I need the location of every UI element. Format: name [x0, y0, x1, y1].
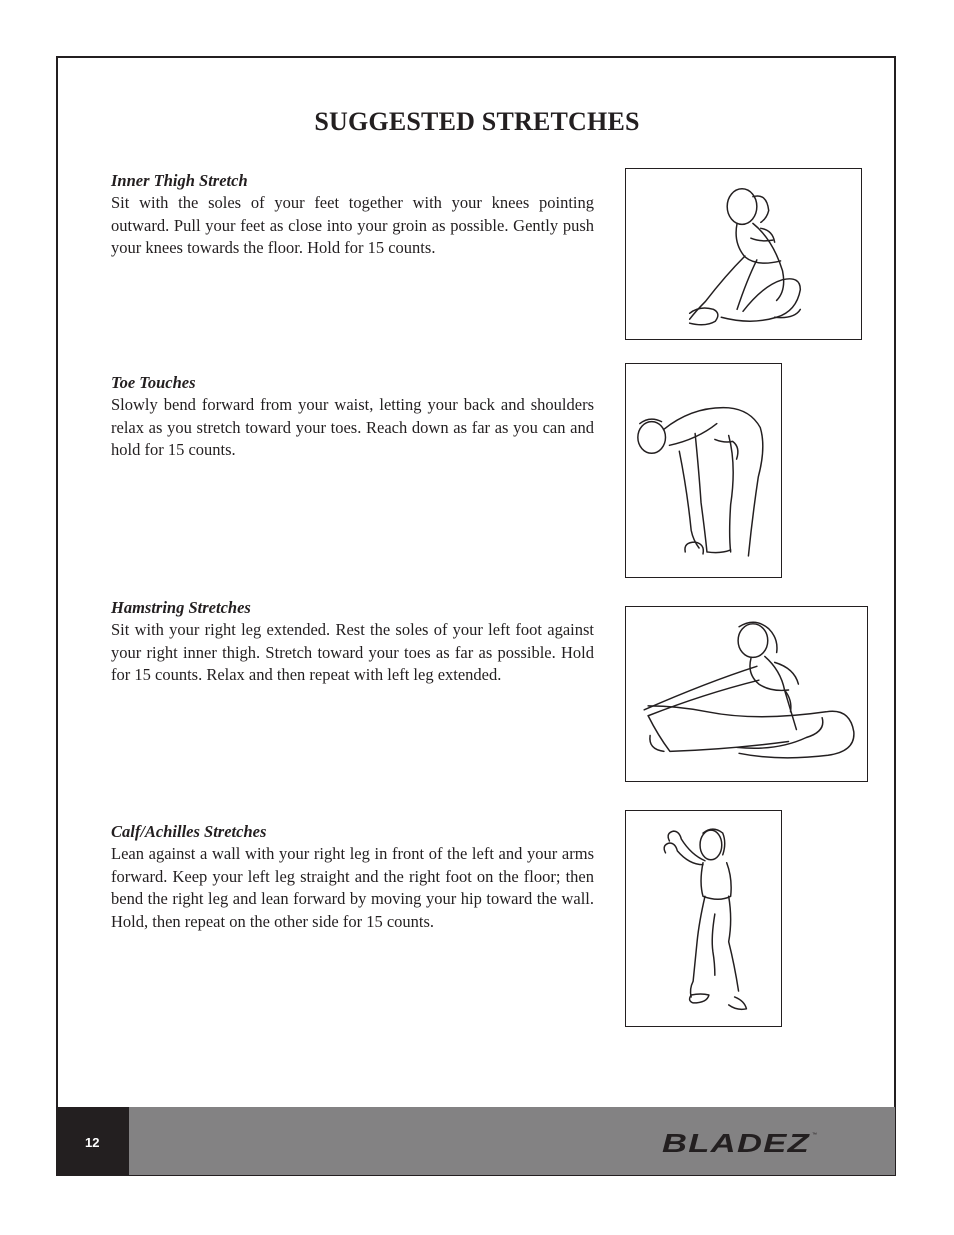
- wall-calf-stretch-illustration: [625, 810, 782, 1027]
- stretch-description: Sit with the soles of your feet together with your knees pointing outward. Pull your feet as close into your groin as possible. Gently push your knees towards the floor. Hold for 15 counts.: [111, 193, 594, 258]
- page-number: 12: [85, 1135, 100, 1150]
- stretch-heading: Toe Touches: [111, 373, 196, 392]
- stretch-heading: Inner Thigh Stretch: [111, 171, 248, 190]
- standing-toe-touch-illustration: [625, 363, 782, 578]
- stretch-section-inner-thigh: [111, 170, 594, 260]
- stretch-description: Lean against a wall with your right leg in front of the left and your arms forward. Keep your left leg straight and the right foot on the floor; then bend the right leg and lean forward by moving your hip toward the wall. Hold, then repeat on the other side for 15 counts.: [111, 844, 594, 931]
- seated-hamstring-stretch-illustration: [625, 606, 868, 782]
- stretch-section-calf-achilles: [111, 821, 594, 933]
- stretch-heading: Calf/Achilles Stretches: [111, 822, 267, 841]
- stretch-section-hamstring: [111, 597, 594, 687]
- stretch-heading: Hamstring Stretches: [111, 598, 251, 617]
- page-title: SUGGESTED STRETCHES: [314, 107, 640, 136]
- svg-text:™: ™: [812, 1132, 817, 1138]
- stretch-description: Slowly bend forward from your waist, letting your back and shoulders relax as you stretch toward your toes. Reach down as far as you can and hold for 15 counts.: [111, 395, 594, 460]
- seated-butterfly-stretch-illustration: [625, 168, 862, 340]
- stretch-section-toe-touches: [111, 372, 594, 462]
- bladez-logo: [660, 1127, 820, 1157]
- svg-text:BLADEZ: BLADEZ: [662, 1128, 811, 1157]
- stretch-description: Sit with your right leg extended. Rest the soles of your left foot against your right inner thigh. Stretch toward your toes as far as possible. Hold for 15 counts. Relax and then repeat with left leg extended.: [111, 620, 594, 685]
